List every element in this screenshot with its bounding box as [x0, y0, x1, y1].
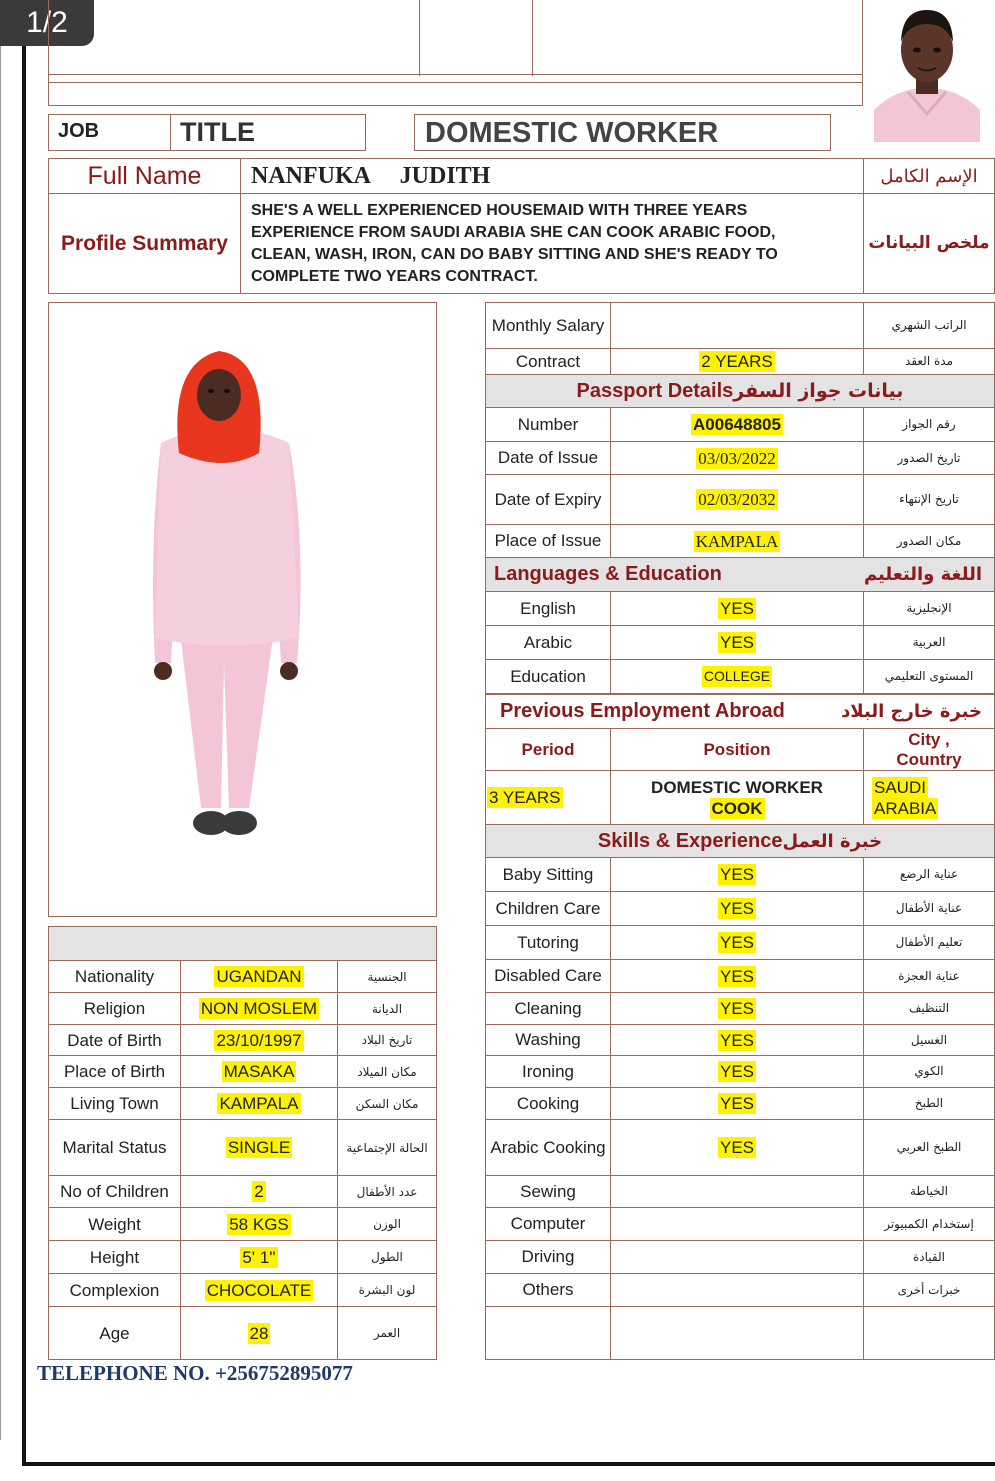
employment-city-2: ARABIA: [874, 798, 937, 818]
contract-label: Contract: [485, 348, 611, 375]
personal-row-arabic: العمر: [337, 1306, 437, 1360]
employment-position-1: DOMESTIC WORKER: [651, 777, 823, 797]
personal-row-value-text: 2: [254, 1182, 264, 1201]
skill-row-value-text: YES: [719, 1138, 755, 1157]
skill-row-arabic: الطبخ العربي: [863, 1119, 995, 1176]
full-name-label: Full Name: [48, 158, 241, 194]
skill-row-arabic: الغسيل: [863, 1024, 995, 1056]
personal-row-value: [180, 992, 338, 1025]
personal-header-band: [48, 926, 437, 961]
personal-row-arabic: مكان السكن: [337, 1087, 437, 1120]
personal-row-label: Place of Birth: [48, 1055, 181, 1088]
skill-row-value-text: YES: [719, 899, 755, 918]
monthly-salary-arabic: الراتب الشهري: [863, 302, 995, 349]
personal-row-arabic: الطول: [337, 1240, 437, 1274]
personal-row-value: [180, 960, 338, 993]
personal-row-value-text: MASAKA: [223, 1062, 295, 1081]
skill-row-label: Driving: [485, 1240, 611, 1274]
personal-row-arabic: الحالة الإجتماعية: [337, 1119, 437, 1176]
personal-row-arabic: عدد الأطفال: [337, 1175, 437, 1208]
personal-row-arabic: الديانة: [337, 992, 437, 1025]
personal-row-arabic: تاريخ البلاد: [337, 1024, 437, 1056]
skill-row-value: [610, 1024, 864, 1056]
monthly-salary-value: [610, 302, 864, 349]
skill-row-label: Computer: [485, 1207, 611, 1241]
contract-arabic: مدة العقد: [863, 348, 995, 375]
skill-row-value: [610, 1087, 864, 1120]
personal-row-value: [180, 1273, 338, 1307]
passport-row-label: Date of Expiry: [485, 474, 611, 525]
personal-row-label: Weight: [48, 1207, 181, 1241]
languages-title: Languages & Education: [494, 563, 722, 585]
language-row-label: English: [485, 591, 611, 626]
skill-row-arabic: تعليم الأطفال: [863, 925, 995, 960]
employment-title: Previous Employment Abroad: [500, 700, 785, 722]
skill-row-label: Children Care: [485, 891, 611, 926]
passport-row-label: Number: [485, 407, 611, 442]
skill-row-arabic: خبرات أخرى: [863, 1273, 995, 1307]
skill-row-label: Cleaning: [485, 992, 611, 1025]
skill-row-value: [610, 1055, 864, 1088]
skills-title-arabic: خبرة العمل: [782, 830, 883, 852]
skill-row-value-text: YES: [719, 999, 755, 1018]
personal-row-label: Date of Birth: [48, 1024, 181, 1056]
passport-row-value-text: 03/03/2022: [698, 448, 776, 468]
personal-row-label: Living Town: [48, 1087, 181, 1120]
skill-row-label: Washing: [485, 1024, 611, 1056]
full-name-arabic: الإسم الكامل: [863, 158, 995, 194]
language-row-label: Education: [485, 659, 611, 694]
job-label: JOB: [58, 120, 100, 142]
skill-row-label: Tutoring: [485, 925, 611, 960]
skill-row-value-text: YES: [719, 1062, 755, 1081]
skill-row-label: Baby Sitting: [485, 857, 611, 892]
skill-row-arabic: الخياطة: [863, 1175, 995, 1208]
personal-row-label: Religion: [48, 992, 181, 1025]
skill-row-label: Others: [485, 1273, 611, 1307]
skill-row-arabic: الكوي: [863, 1055, 995, 1088]
skills-title: Skills & Experience: [597, 829, 783, 852]
employment-header-period: Period: [485, 728, 611, 771]
personal-row-arabic: لون البشرة: [337, 1273, 437, 1307]
header-divider: [48, 82, 863, 83]
skill-row-label: Cooking: [485, 1087, 611, 1120]
passport-row-arabic: تاريخ الصدور: [863, 441, 995, 475]
skills-section-title: [485, 824, 995, 858]
header-grid: [48, 0, 863, 106]
personal-row-value: [180, 1087, 338, 1120]
personal-row-value-text: KAMPALA: [219, 1094, 299, 1113]
skill-row-value: [610, 891, 864, 926]
skill-row-arabic: عناية الرضع: [863, 857, 995, 892]
skill-row-label: Disabled Care: [485, 959, 611, 993]
passport-row-arabic: مكان الصدور: [863, 524, 995, 558]
skill-row-label: Arabic Cooking: [485, 1119, 611, 1176]
personal-row-arabic: الوزن: [337, 1207, 437, 1241]
title-label: TITLE: [180, 117, 255, 147]
skill-row-value-text: YES: [719, 1030, 755, 1050]
monthly-salary-label: Monthly Salary: [485, 302, 611, 349]
personal-row-value: [180, 1306, 338, 1360]
passport-row-arabic: تاريخ الإنتهاء: [863, 474, 995, 525]
language-row-value-text: YES: [719, 599, 755, 618]
passport-title: Passport Details: [576, 379, 734, 402]
personal-row-value: [180, 1207, 338, 1241]
employment-city-cell: [863, 770, 995, 825]
language-row-value: [610, 591, 864, 626]
skill-row-value: [610, 1175, 864, 1208]
personal-row-value-text: 58 KGS: [229, 1214, 289, 1234]
header-divider: [532, 0, 533, 76]
headshot-photo: [866, 2, 988, 142]
contract-value-cell: [610, 348, 864, 375]
employment-header-position: Position: [610, 728, 864, 771]
skill-row-value: [610, 1273, 864, 1307]
passport-row-value-text: A00648805: [693, 415, 781, 434]
passport-section-title: [485, 374, 995, 408]
contract-value: 2 YEARS: [701, 352, 773, 371]
header-divider: [419, 0, 420, 76]
page-bottom-border: [22, 1462, 995, 1466]
skill-row-arabic: التنظيف: [863, 992, 995, 1025]
personal-row-label: Height: [48, 1240, 181, 1274]
employment-title-arabic: خبرة خارج البلاد: [841, 701, 982, 722]
skills-empty-row: [863, 1306, 995, 1360]
passport-row-value-text: KAMPALA: [695, 531, 779, 551]
personal-row-label: Age: [48, 1306, 181, 1360]
profile-summary-label: Profile Summary: [48, 193, 241, 294]
personal-row-label: Complexion: [48, 1273, 181, 1307]
personal-row-label: No of Children: [48, 1175, 181, 1208]
personal-row-value-text: NON MOSLEM: [200, 999, 318, 1018]
employment-period-cell: [485, 770, 611, 825]
page-left-thin-border: [0, 40, 1, 1440]
skill-row-value-text: YES: [719, 865, 755, 884]
language-row-value-text: COLLEGE: [702, 666, 772, 687]
page-left-border: [22, 0, 26, 1466]
skill-row-value: [610, 857, 864, 892]
skill-row-arabic: عناية الأطفال: [863, 891, 995, 926]
passport-row-value: [610, 474, 864, 525]
personal-row-value: [180, 1240, 338, 1274]
language-row-label: Arabic: [485, 625, 611, 660]
profile-summary-text: SHE'S A WELL EXPERIENCED HOUSEMAID WITH THREE YEARS EXPERIENCE FROM SAUDI ARABIA SHE CAN COOK ARABIC FOOD, CLEAN, WASH, IRON, CAN DO BABY SITTING AND SHE'S READY TO COMPLETE TWO YEARS CONTRACT.: [240, 193, 864, 294]
language-row-arabic: الإنجليزية: [863, 591, 995, 626]
employment-period: 3 YEARS: [489, 788, 561, 807]
personal-row-value: [180, 1119, 338, 1176]
language-row-value-text: YES: [719, 633, 755, 652]
personal-row-value-text: 5' 1'': [242, 1247, 276, 1267]
language-row-arabic: المستوى التعليمي: [863, 659, 995, 694]
personal-row-value-text: UGANDAN: [216, 967, 302, 986]
passport-row-arabic: رقم الجواز: [863, 407, 995, 442]
skill-row-label: Ironing: [485, 1055, 611, 1088]
language-row-value: [610, 659, 864, 694]
skill-row-arabic: إستخدام الكمبيوتر: [863, 1207, 995, 1241]
skill-row-value: [610, 925, 864, 960]
passport-row-value: [610, 524, 864, 558]
job-label-divider: [170, 114, 171, 151]
skill-row-value: [610, 959, 864, 993]
passport-row-value: [610, 407, 864, 442]
personal-row-value-text: SINGLE: [227, 1138, 291, 1157]
employment-header-city: City , Country: [863, 728, 995, 771]
skills-empty-row: [485, 1306, 611, 1360]
skill-row-value-text: YES: [719, 966, 755, 986]
employment-section-title: [485, 694, 995, 729]
skill-row-value: [610, 1119, 864, 1176]
profile-summary-arabic: ملخص البيانات: [863, 193, 995, 294]
personal-row-value: [180, 1055, 338, 1088]
skills-empty-row: [610, 1306, 864, 1360]
personal-row-label: Marital Status: [48, 1119, 181, 1176]
personal-row-value: [180, 1175, 338, 1208]
personal-row-arabic: الجنسية: [337, 960, 437, 993]
skill-row-value: [610, 1240, 864, 1274]
skill-row-arabic: عناية العجزة: [863, 959, 995, 993]
employment-position-cell: [610, 770, 864, 825]
full-body-photo: [48, 302, 437, 917]
passport-row-value: [610, 441, 864, 475]
skill-row-arabic: القيادة: [863, 1240, 995, 1274]
passport-row-label: Place of Issue: [485, 524, 611, 558]
job-title-value: DOMESTIC WORKER: [414, 114, 831, 151]
skill-row-value-text: YES: [719, 933, 755, 952]
skill-row-value: [610, 1207, 864, 1241]
personal-row-value-text: 23/10/1997: [216, 1030, 302, 1050]
personal-row-value-text: 28: [249, 1323, 269, 1343]
skill-row-value-text: YES: [719, 1094, 755, 1113]
skill-row-arabic: الطبخ: [863, 1087, 995, 1120]
skill-row-label: Sewing: [485, 1175, 611, 1208]
employment-city-1: SAUDI: [874, 777, 926, 797]
passport-title-arabic: بيانات جواز السفر: [733, 379, 904, 402]
passport-row-label: Date of Issue: [485, 441, 611, 475]
languages-title-arabic: اللغة والتعليم: [863, 564, 982, 585]
personal-row-value: [180, 1024, 338, 1056]
skill-row-value: [610, 992, 864, 1025]
personal-row-label: Nationality: [48, 960, 181, 993]
personal-row-arabic: مكان الميلاد: [337, 1055, 437, 1088]
language-row-value: [610, 625, 864, 660]
personal-row-value-text: CHOCOLATE: [206, 1280, 312, 1300]
header-divider: [48, 74, 863, 75]
languages-section-title: [485, 557, 995, 592]
page-indicator-badge: 1/2: [0, 0, 94, 46]
employment-position-2: COOK: [711, 798, 763, 818]
language-row-arabic: العربية: [863, 625, 995, 660]
passport-row-value-text: 02/03/2032: [698, 490, 776, 509]
telephone-number: TELEPHONE NO. +256752895077: [37, 1361, 353, 1385]
full-name-value: NANFUKA JUDITH: [240, 158, 864, 194]
